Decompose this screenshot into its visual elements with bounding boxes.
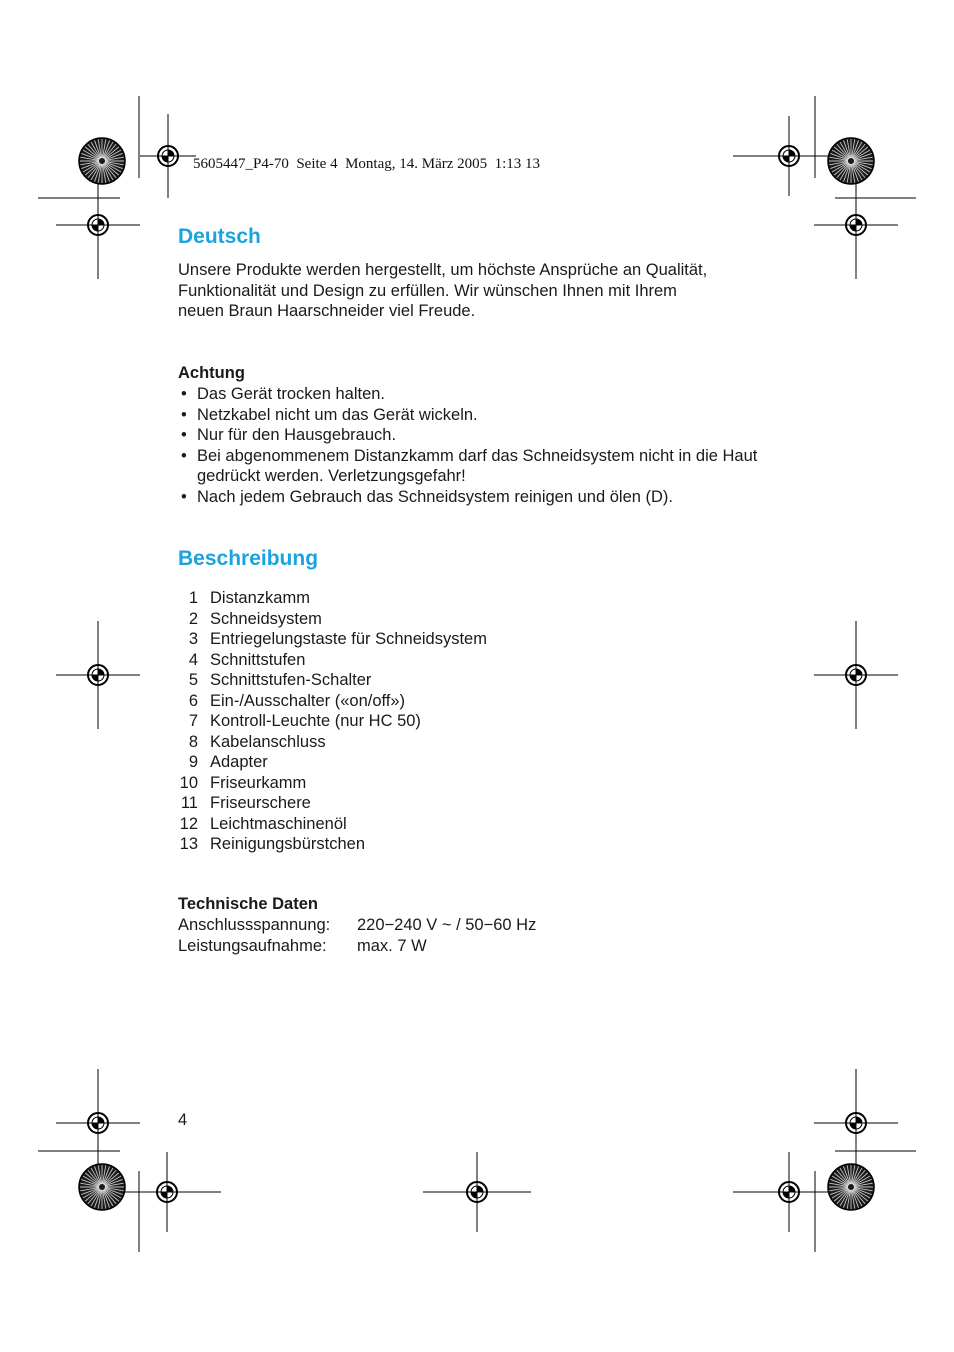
part-number: 3 xyxy=(188,630,198,648)
list-item: • Das Gerät trocken halten. xyxy=(181,385,386,403)
part-label: Ein-/Ausschalter («on/off») xyxy=(210,691,406,710)
section-title-beschreibung: Beschreibung xyxy=(178,547,319,570)
part-label: Schneidsystem xyxy=(210,609,322,628)
tech-value: max. 7 W xyxy=(357,936,427,955)
tech-row xyxy=(178,936,536,957)
part-label: Friseurkamm xyxy=(210,773,307,792)
bullet-icon: • xyxy=(181,487,187,506)
list-item: • Bei abgenommenem Distanzkamm darf das Schneidsystem nicht in die Haut gedrückt werden. Verletzungsgefahr! xyxy=(181,446,758,485)
part-number: 13 xyxy=(179,835,198,853)
part-label: Schnittstufen xyxy=(210,650,306,669)
registration-mark-icon xyxy=(56,1069,140,1177)
part-label: Distanzkamm xyxy=(210,589,310,607)
list-item xyxy=(178,609,487,630)
list-item xyxy=(178,752,487,773)
registration-mark-icon xyxy=(814,621,898,729)
bullet-icon: • xyxy=(181,446,187,465)
part-label: Adapter xyxy=(210,753,268,771)
color-wheel-icon xyxy=(828,138,874,184)
intro-paragraph xyxy=(178,260,778,322)
part-number: 6 xyxy=(188,691,198,710)
registration-mark-icon xyxy=(56,621,140,729)
achtung-list xyxy=(178,384,778,507)
bullet-icon: • xyxy=(181,405,187,424)
part-number: 8 xyxy=(188,732,198,751)
intro-line: neuen Braun Haarschneider viel Freude. xyxy=(178,302,476,320)
list-item: • Netzkabel nicht um das Gerät wickeln. xyxy=(181,405,478,424)
part-number: 1 xyxy=(188,589,198,607)
color-wheel-icon xyxy=(79,1164,125,1210)
tech-value: 220−240 V ~ / 50−60 Hz xyxy=(357,916,537,934)
list-item xyxy=(178,732,487,753)
part-label: Friseurschere xyxy=(210,794,311,812)
tech-heading: Technische Daten xyxy=(178,895,318,913)
color-wheel-icon xyxy=(79,138,125,184)
intro-line: Unsere Produkte werden hergestellt, um höchste Ansprüche an Qualität, xyxy=(178,261,708,279)
part-number: 10 xyxy=(179,773,198,792)
registration-mark-icon xyxy=(56,171,140,279)
list-item xyxy=(178,670,487,691)
tech-row xyxy=(178,915,536,936)
list-item xyxy=(178,793,487,814)
list-item xyxy=(178,588,487,609)
section-title-deutsch: Deutsch xyxy=(178,225,261,248)
part-label: Entriegelungstaste für Schneidsystem xyxy=(210,630,487,648)
intro-line: Funktionalität und Design zu erfüllen. Wir wünschen Ihnen mit Ihrem xyxy=(178,281,677,300)
tech-key: Leistungsaufnahme: xyxy=(178,936,327,955)
part-number: 7 xyxy=(188,712,198,730)
registration-mark-icon xyxy=(140,114,196,198)
bullet-icon: • xyxy=(181,426,187,444)
color-wheel-icon xyxy=(828,1164,874,1210)
list-item xyxy=(178,629,487,650)
part-label: Kabelanschluss xyxy=(210,732,326,751)
list-item xyxy=(178,773,487,794)
part-number: 9 xyxy=(188,753,198,771)
list-item: • Nach jedem Gebrauch das Schneidsystem reinigen und ölen (D). xyxy=(181,487,674,506)
slug-line: 5605447_P4-70 Seite 4 Montag, 14. März 2005 1:13 13 xyxy=(193,156,541,172)
list-item xyxy=(178,814,487,835)
parts-list xyxy=(178,588,487,855)
part-number: 2 xyxy=(188,609,198,628)
part-label: Schnittstufen-Schalter xyxy=(210,671,372,689)
tech-key: Anschlussspannung: xyxy=(178,916,331,934)
registration-mark-icon xyxy=(113,1152,221,1232)
list-item xyxy=(178,834,487,855)
registration-mark-icon xyxy=(814,171,898,279)
list-item: • Nur für den Hausgebrauch. xyxy=(181,426,397,444)
part-number: 12 xyxy=(179,814,198,833)
registration-mark-icon xyxy=(814,1069,898,1177)
list-item xyxy=(178,691,487,712)
part-number: 4 xyxy=(188,650,198,669)
page-number: 4 xyxy=(178,1111,188,1129)
achtung-heading: Achtung xyxy=(178,364,245,382)
list-item xyxy=(178,650,487,671)
list-item xyxy=(178,711,487,732)
registration-mark-icon xyxy=(423,1152,531,1232)
tech-specs xyxy=(178,915,536,956)
part-number: 11 xyxy=(180,794,198,812)
bullet-icon: • xyxy=(181,385,187,403)
part-label: Kontroll-Leuchte (nur HC 50) xyxy=(210,712,421,730)
part-label: Leichtmaschinenöl xyxy=(210,814,347,833)
part-label: Reinigungsbürstchen xyxy=(210,835,366,853)
part-number: 5 xyxy=(188,671,198,689)
